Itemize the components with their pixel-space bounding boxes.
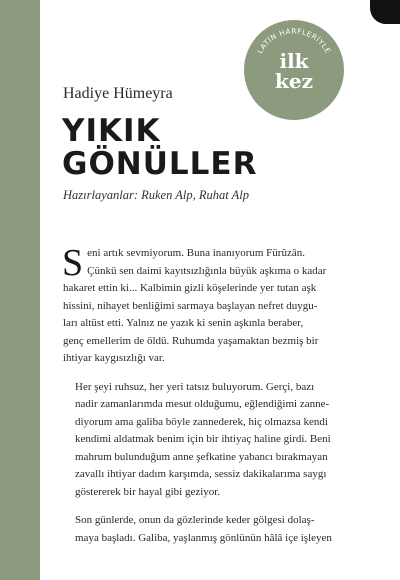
badge-word-kez: kez [275, 69, 313, 93]
text-line: nadir zamanlarımda mesut olduğumu, eğlendiğimi zanne- [75, 398, 330, 410]
paragraph-3 [63, 512, 385, 547]
text-line: hissini, nihayet benliğimi sarmaya başlayan nefret duygu- [63, 299, 318, 312]
cover-spine-band [0, 0, 40, 580]
badge-word-ilk: ilk [279, 49, 309, 73]
text-line: maya başladı. Galiba, yaşlanmış gönlünün hâlâ içe işleyen [75, 531, 332, 544]
publisher-logo [370, 0, 400, 24]
text-line: genç emellerim de öldü. Ruhumda yaşamaktan bezmiş bir [63, 334, 319, 347]
body-text [62, 242, 385, 558]
text-line: mahrum bulunduğum anne şefkatine yabancı bırakmayan [75, 450, 328, 463]
text-line: kendimi aldatmak benim için bir ihtiyaç haline girdi. Beni [75, 433, 331, 445]
text-line: zavallı ihtiyar dadım karşımda, sessiz dakikalarıma saygı [75, 468, 327, 480]
text-line: eni artık sevmiyorum. Buna inanıyorum Fürûzân. [87, 247, 305, 259]
text-line: Her şeyi ruhsuz, her yeri tatsız buluyorum. Gerçi, bazı [75, 380, 315, 393]
title-line-1: YIKIK [62, 113, 161, 149]
badge-arc-text: LATİN HARFLERİYLE [255, 26, 333, 56]
paragraph-2 [63, 379, 385, 502]
editors-credit: Hazırlayanlar: Ruken Alp, Ruhat Alp [63, 188, 249, 202]
text-line: Çünkü sen daimi kayıtsızlığınla büyük aşkıma o kadar [87, 264, 327, 277]
latin-letters-badge [244, 20, 344, 120]
paragraph-1 [62, 242, 385, 368]
text-line: ları altüst etti. Yalnız ne yazık ki senin aşkınla beraber, [63, 317, 304, 329]
text-line: diyorum ama galiba böyle zannederek, hiç olmazsa kendi [75, 415, 328, 428]
text-line: ihtiyar kaygısızlığı var. [63, 352, 165, 364]
book-title [62, 115, 257, 181]
author-name: Hadiye Hümeyra [63, 85, 173, 102]
text-line: Son günlerde, onun da gözlerinde keder gölgesi dolaş- [75, 514, 315, 526]
title-line-2: GÖNÜLLER [62, 146, 258, 182]
text-line: hakaret ettin ki... Kalbimin gizli köşelerinde yer tutan aşk [63, 282, 317, 294]
text-line: göstererek bir hayal gibi geziyor. [75, 485, 221, 498]
drop-cap: S [62, 242, 84, 284]
